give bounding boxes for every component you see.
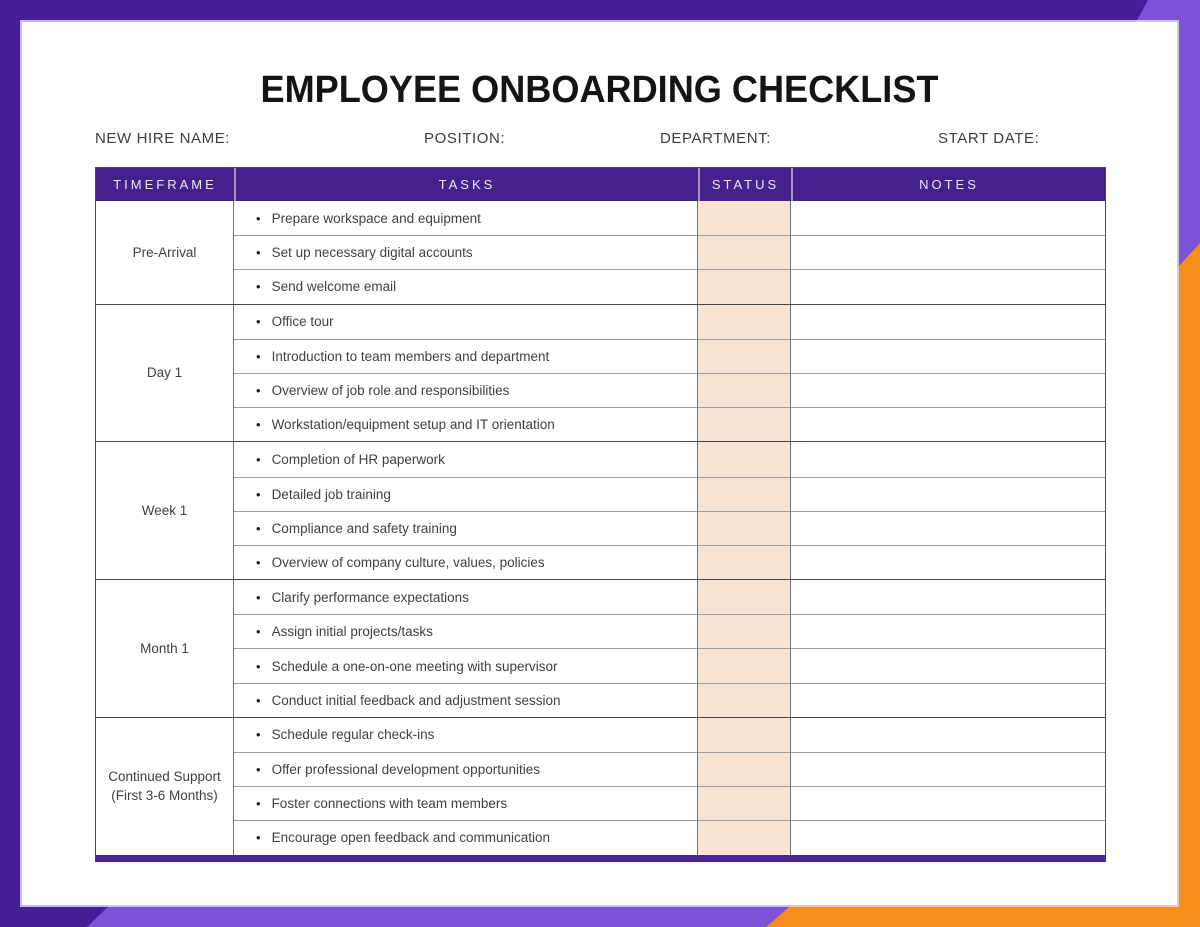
header-notes: NOTES [791,168,1105,201]
task-text: Foster connections with team members [271,796,508,812]
task-text: Overview of company culture, values, policies [271,554,545,570]
status-cell[interactable] [698,201,791,235]
task-text: Encourage open feedback and communication [271,830,550,846]
header-timeframe: TIMEFRAME [113,177,217,192]
task-cell [234,511,698,545]
timeframe-cell: Continued Support (First 3-6 Months) [96,718,234,855]
task-text: Detailed job training [271,486,391,502]
status-cell[interactable] [698,235,791,269]
bullet-icon: • [256,245,261,261]
notes-cell[interactable] [791,511,1105,545]
notes-cell[interactable] [791,305,1105,339]
notes-cell[interactable] [791,718,1105,752]
task-text: Completion of HR paperwork [271,451,445,467]
task-text: Set up necessary digital accounts [271,245,473,261]
task-cell [234,683,698,717]
onboarding-table [95,167,1106,862]
notes-cell[interactable] [791,269,1105,303]
notes-cell[interactable] [791,407,1105,441]
header-tasks: TASKS [234,168,698,201]
status-cell[interactable] [698,648,791,682]
status-cell[interactable] [698,339,791,373]
bullet-icon: • [256,314,261,330]
department-label: DEPARTMENT: [660,130,772,147]
bullet-icon: • [256,486,261,502]
bullet-icon: • [256,348,261,364]
bullet-icon: • [256,658,261,674]
notes-cell[interactable] [791,820,1105,854]
start-date-label: START DATE: [938,130,1040,147]
task-text: Prepare workspace and equipment [271,210,481,226]
page [22,22,1177,905]
status-cell[interactable] [698,718,791,752]
notes-cell[interactable] [791,442,1105,476]
timeframe-group-day-1 [96,304,1105,442]
notes-cell[interactable] [791,786,1105,820]
task-text: Workstation/equipment setup and IT orientation [271,417,555,433]
notes-cell[interactable] [791,373,1105,407]
timeframe-group-week-1 [96,441,1105,579]
notes-cell[interactable] [791,752,1105,786]
task-cell [234,648,698,682]
status-cell[interactable] [698,683,791,717]
task-cell [234,442,698,476]
task-cell [234,339,698,373]
timeframe-cell: Pre-Arrival [96,201,234,304]
start-date-value[interactable] [1039,130,1159,148]
status-cell[interactable] [698,373,791,407]
table-bottom-bar [95,855,1106,862]
task-text: Schedule a one-on-one meeting with supervisor [271,658,558,674]
task-cell [234,407,698,441]
status-cell[interactable] [698,269,791,303]
bullet-icon: • [256,589,261,605]
task-cell [234,305,698,339]
timeframe-cell: Week 1 [96,442,234,579]
task-text: Compliance and safety training [271,520,457,536]
field-new-hire-name [95,130,350,150]
timeframe-cell: Month 1 [96,580,234,717]
bullet-icon: • [256,520,261,536]
bullet-icon: • [256,796,261,812]
task-text: Assign initial projects/tasks [271,624,433,640]
status-cell[interactable] [698,407,791,441]
task-cell [234,614,698,648]
bullet-icon: • [256,451,261,467]
notes-cell[interactable] [791,201,1105,235]
bullet-icon: • [256,762,261,778]
bullet-icon: • [256,624,261,640]
task-cell [234,269,698,303]
field-department [660,130,891,150]
timeframe-group-continued-support [96,717,1105,855]
position-value[interactable] [505,130,625,148]
status-cell[interactable] [698,477,791,511]
timeframe-cell: Day 1 [96,305,234,442]
bullet-icon: • [256,383,261,399]
status-cell[interactable] [698,820,791,854]
status-cell[interactable] [698,580,791,614]
task-cell [234,545,698,579]
new-hire-name-label: NEW HIRE NAME: [95,130,231,147]
notes-cell[interactable] [791,339,1105,373]
task-text: Offer professional development opportunities [271,762,540,778]
table-header-row [96,168,1105,201]
task-text: Office tour [271,314,334,330]
task-text: Clarify performance expectations [271,589,469,605]
task-text: Conduct initial feedback and adjustment session [271,692,561,708]
task-text: Schedule regular check-ins [271,727,435,743]
task-text: Introduction to team members and department [271,348,550,364]
new-hire-name-value[interactable] [230,130,350,148]
status-cell[interactable] [698,545,791,579]
task-text: Overview of job role and responsibilities [271,383,510,399]
bullet-icon: • [256,279,261,295]
task-cell [234,373,698,407]
task-cell [234,201,698,235]
status-cell[interactable] [698,752,791,786]
bullet-icon: • [256,210,261,226]
notes-cell[interactable] [791,580,1105,614]
task-cell [234,718,698,752]
bullet-icon: • [256,554,261,570]
status-cell[interactable] [698,442,791,476]
task-cell [234,752,698,786]
bullet-icon: • [256,830,261,846]
notes-cell[interactable] [791,477,1105,511]
task-cell [234,820,698,854]
task-cell [234,477,698,511]
bullet-icon: • [256,727,261,743]
notes-cell[interactable] [791,614,1105,648]
task-text: Send welcome email [271,279,397,295]
field-start-date [938,130,1159,150]
timeframe-group-month-1 [96,579,1105,717]
task-cell [234,235,698,269]
status-cell[interactable] [698,305,791,339]
department-value[interactable] [771,130,891,148]
notes-cell[interactable] [791,648,1105,682]
timeframe-group-pre-arrival [96,201,1105,304]
status-cell[interactable] [698,614,791,648]
task-cell [234,580,698,614]
position-label: POSITION: [424,130,506,147]
notes-cell[interactable] [791,235,1105,269]
frame-light-purple-bottom [87,905,791,927]
field-position [424,130,625,150]
header-status: STATUS [698,168,791,201]
page-title: EMPLOYEE ONBOARDING CHECKLIST [260,69,939,111]
bullet-icon: • [256,692,261,708]
bullet-icon: • [256,417,261,433]
task-cell [234,786,698,820]
status-cell[interactable] [698,511,791,545]
notes-cell[interactable] [791,545,1105,579]
notes-cell[interactable] [791,683,1105,717]
status-cell[interactable] [698,786,791,820]
